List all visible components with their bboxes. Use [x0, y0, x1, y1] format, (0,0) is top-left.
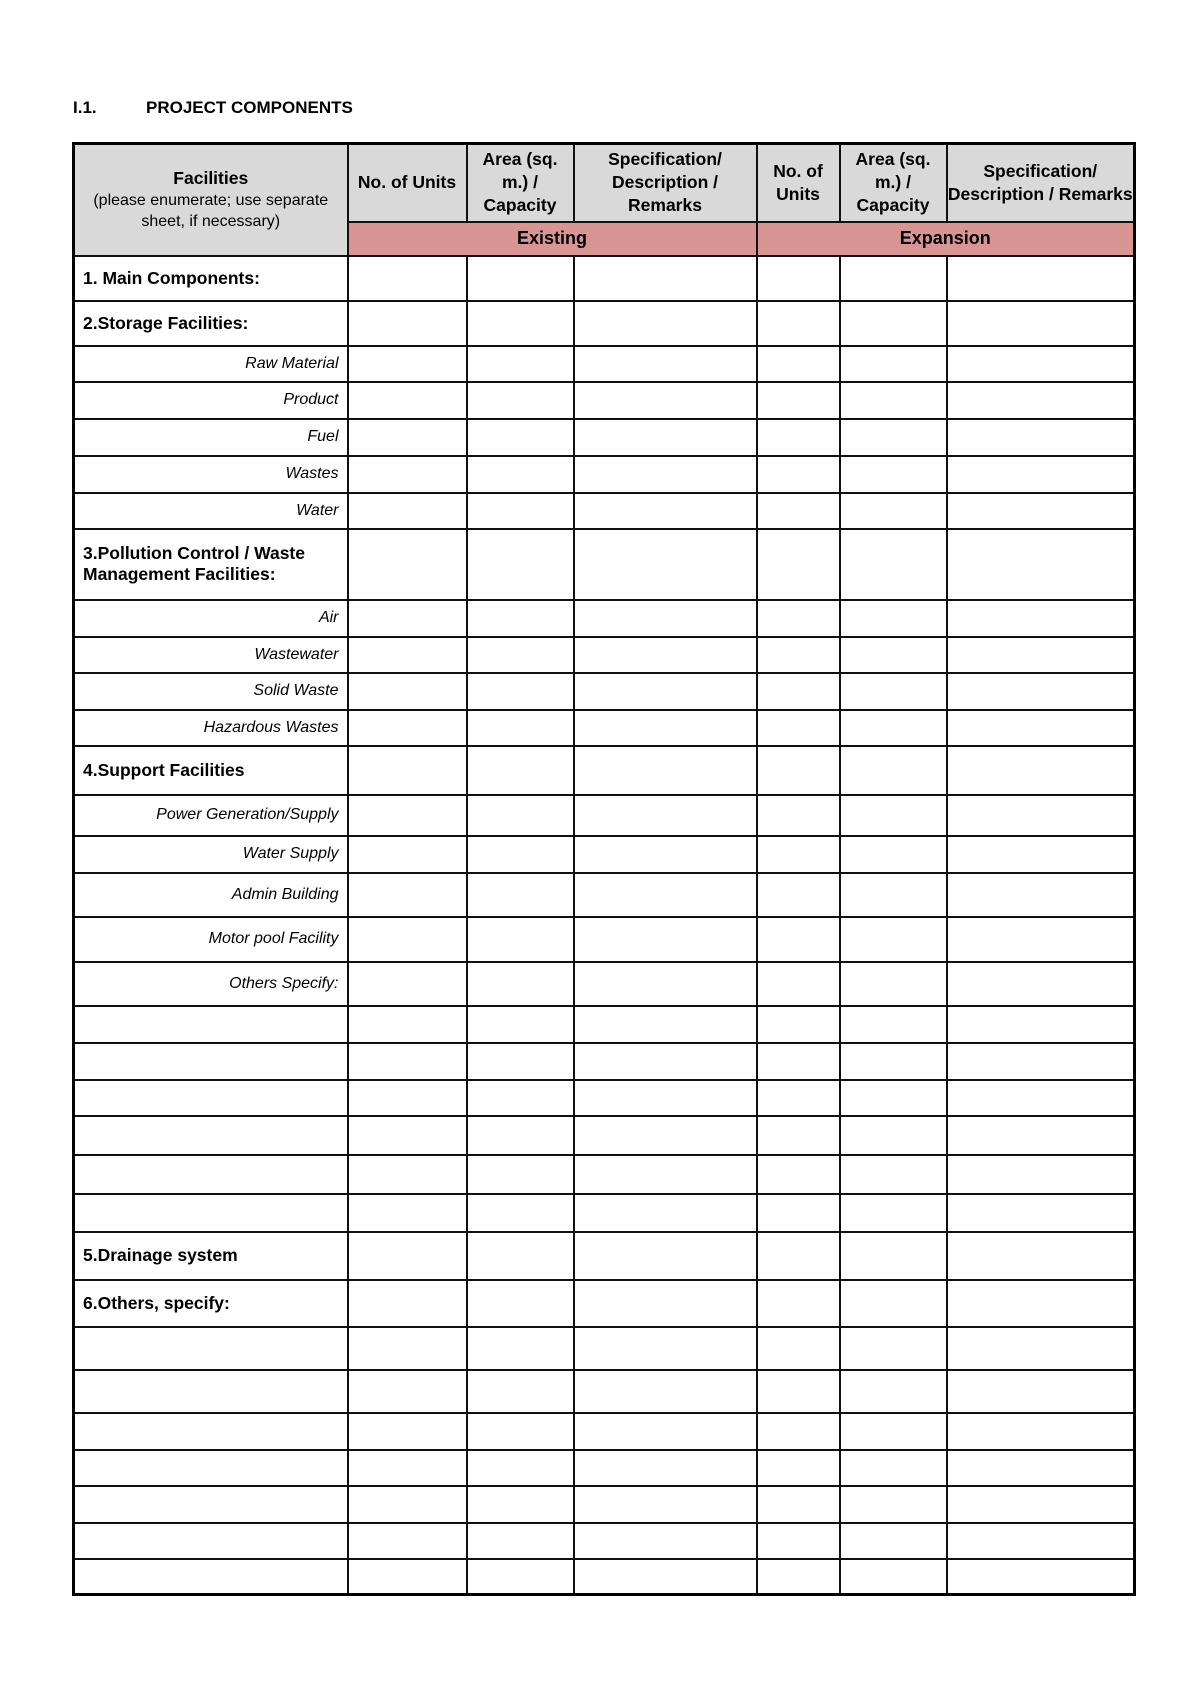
expansion-spec-cell[interactable] — [947, 301, 1135, 346]
existing-spec-cell[interactable] — [574, 673, 757, 710]
expansion-spec-cell[interactable] — [947, 529, 1135, 600]
existing-units-cell[interactable] — [348, 1370, 467, 1413]
existing-spec-cell[interactable] — [574, 382, 757, 419]
expansion-area-cell[interactable] — [840, 301, 947, 346]
expansion-units-cell[interactable] — [757, 1413, 840, 1450]
expansion-units-cell[interactable] — [757, 1194, 840, 1232]
expansion-units-cell[interactable] — [757, 1280, 840, 1327]
table-row — [74, 746, 1135, 795]
expansion-area-cell[interactable] — [840, 1155, 947, 1194]
expansion-spec-cell[interactable] — [947, 917, 1135, 962]
table-row — [74, 456, 1135, 493]
existing-units-cell[interactable] — [348, 1523, 467, 1559]
existing-units-cell[interactable] — [348, 836, 467, 873]
existing-spec-cell[interactable] — [574, 1450, 757, 1486]
expansion-units-cell[interactable] — [757, 1523, 840, 1559]
existing-spec-cell[interactable] — [574, 1559, 757, 1595]
table-row — [74, 1006, 1135, 1043]
expansion-area-cell[interactable] — [840, 529, 947, 600]
facility-label[interactable] — [74, 1194, 348, 1232]
existing-units-cell[interactable] — [348, 600, 467, 637]
facility-label: Product — [74, 382, 348, 419]
expansion-spec-cell[interactable] — [947, 1370, 1135, 1413]
existing-units-cell[interactable] — [348, 1232, 467, 1280]
existing-area-cell[interactable] — [467, 456, 574, 493]
facility-label: Power Generation/Supply — [74, 795, 348, 836]
facility-label: Wastewater — [74, 637, 348, 673]
table-row — [74, 873, 1135, 917]
existing-units-cell[interactable] — [348, 1280, 467, 1327]
existing-area-cell[interactable] — [467, 1413, 574, 1450]
table-row — [74, 962, 1135, 1006]
col-existing-spec: Specification/ Description / Remarks — [574, 144, 757, 222]
existing-spec-cell[interactable] — [574, 600, 757, 637]
expansion-spec-cell[interactable] — [947, 1232, 1135, 1280]
table-row — [74, 1413, 1135, 1450]
table-row — [74, 493, 1135, 529]
expansion-spec-cell[interactable] — [947, 1155, 1135, 1194]
col-expansion-units: No. of Units — [757, 144, 840, 222]
existing-units-cell[interactable] — [348, 1413, 467, 1450]
facility-label: 6.Others, specify: — [74, 1280, 348, 1327]
expansion-units-cell[interactable] — [757, 836, 840, 873]
facility-label: Wastes — [74, 456, 348, 493]
expansion-spec-cell[interactable] — [947, 382, 1135, 419]
existing-units-cell[interactable] — [348, 746, 467, 795]
expansion-units-cell[interactable] — [757, 962, 840, 1006]
existing-spec-cell[interactable] — [574, 962, 757, 1006]
expansion-area-cell[interactable] — [840, 1370, 947, 1413]
existing-units-cell[interactable] — [348, 1043, 467, 1080]
existing-spec-cell[interactable] — [574, 1413, 757, 1450]
facility-label[interactable] — [74, 1523, 348, 1559]
expansion-units-cell[interactable] — [757, 637, 840, 673]
existing-spec-cell[interactable] — [574, 456, 757, 493]
expansion-units-cell[interactable] — [757, 795, 840, 836]
facility-label[interactable] — [74, 1080, 348, 1116]
expansion-units-cell[interactable] — [757, 382, 840, 419]
facility-label[interactable] — [74, 1559, 348, 1595]
project-components-table — [72, 142, 1136, 1596]
expansion-spec-cell[interactable] — [947, 256, 1135, 301]
col-expansion-area: Area (sq. m.) / Capacity — [840, 144, 947, 222]
existing-units-cell[interactable] — [348, 529, 467, 600]
existing-area-cell[interactable] — [467, 1559, 574, 1595]
existing-area-cell[interactable] — [467, 1116, 574, 1155]
expansion-area-cell[interactable] — [840, 456, 947, 493]
existing-spec-cell[interactable] — [574, 1194, 757, 1232]
table-row — [74, 795, 1135, 836]
facilities-header — [74, 144, 348, 256]
table-row — [74, 637, 1135, 673]
existing-units-cell[interactable] — [348, 493, 467, 529]
existing-units-cell[interactable] — [348, 301, 467, 346]
expansion-units-cell[interactable] — [757, 456, 840, 493]
facility-label: Admin Building — [74, 873, 348, 917]
existing-area-cell[interactable] — [467, 1523, 574, 1559]
expansion-spec-cell[interactable] — [947, 873, 1135, 917]
expansion-area-cell[interactable] — [840, 836, 947, 873]
existing-spec-cell[interactable] — [574, 836, 757, 873]
facility-label[interactable] — [74, 1155, 348, 1194]
expansion-area-cell[interactable] — [840, 419, 947, 456]
facility-label: 4.Support Facilities — [74, 746, 348, 795]
expansion-units-cell[interactable] — [757, 1116, 840, 1155]
existing-area-cell[interactable] — [467, 1327, 574, 1370]
facility-label: Raw Material — [74, 346, 348, 382]
expansion-area-cell[interactable] — [840, 962, 947, 1006]
expansion-spec-cell[interactable] — [947, 456, 1135, 493]
expansion-units-cell[interactable] — [757, 493, 840, 529]
facility-label[interactable] — [74, 1006, 348, 1043]
expansion-units-cell[interactable] — [757, 1486, 840, 1523]
table-row — [74, 419, 1135, 456]
existing-area-cell[interactable] — [467, 419, 574, 456]
existing-area-cell[interactable] — [467, 673, 574, 710]
existing-units-cell[interactable] — [348, 1080, 467, 1116]
existing-spec-cell[interactable] — [574, 1523, 757, 1559]
existing-area-cell[interactable] — [467, 1043, 574, 1080]
existing-units-cell[interactable] — [348, 710, 467, 746]
expansion-spec-cell[interactable] — [947, 1450, 1135, 1486]
expansion-units-cell[interactable] — [757, 1006, 840, 1043]
expansion-units-cell[interactable] — [757, 746, 840, 795]
expansion-units-cell[interactable] — [757, 301, 840, 346]
expansion-units-cell[interactable] — [757, 1043, 840, 1080]
expansion-area-cell[interactable] — [840, 1080, 947, 1116]
existing-spec-cell[interactable] — [574, 1327, 757, 1370]
existing-spec-cell[interactable] — [574, 529, 757, 600]
expansion-spec-cell[interactable] — [947, 746, 1135, 795]
expansion-units-cell[interactable] — [757, 1370, 840, 1413]
expansion-area-cell[interactable] — [840, 673, 947, 710]
existing-area-cell[interactable] — [467, 529, 574, 600]
table-row — [74, 1486, 1135, 1523]
existing-area-cell[interactable] — [467, 346, 574, 382]
facility-label: 3.Pollution Control / Waste Management Facilities: — [74, 529, 348, 600]
expansion-spec-cell[interactable] — [947, 1080, 1135, 1116]
expansion-area-cell[interactable] — [840, 1232, 947, 1280]
expansion-units-cell[interactable] — [757, 1327, 840, 1370]
existing-spec-cell[interactable] — [574, 1486, 757, 1523]
existing-units-cell[interactable] — [348, 1327, 467, 1370]
existing-spec-cell[interactable] — [574, 1043, 757, 1080]
facilities-label: Facilities — [173, 168, 249, 189]
expansion-area-cell[interactable] — [840, 600, 947, 637]
expansion-area-cell[interactable] — [840, 873, 947, 917]
existing-units-cell[interactable] — [348, 795, 467, 836]
existing-units-cell[interactable] — [348, 346, 467, 382]
existing-units-cell[interactable] — [348, 962, 467, 1006]
existing-units-cell[interactable] — [348, 1559, 467, 1595]
expansion-units-cell[interactable] — [757, 710, 840, 746]
expansion-area-cell[interactable] — [840, 710, 947, 746]
existing-units-cell[interactable] — [348, 1155, 467, 1194]
existing-area-cell[interactable] — [467, 1080, 574, 1116]
table-row — [74, 301, 1135, 346]
expansion-area-cell[interactable] — [840, 1194, 947, 1232]
expansion-area-cell[interactable] — [840, 1450, 947, 1486]
expansion-spec-cell[interactable] — [947, 1523, 1135, 1559]
expansion-spec-cell[interactable] — [947, 346, 1135, 382]
expansion-units-cell[interactable] — [757, 529, 840, 600]
table-row — [74, 1280, 1135, 1327]
existing-area-cell[interactable] — [467, 873, 574, 917]
expansion-units-cell[interactable] — [757, 419, 840, 456]
existing-units-cell[interactable] — [348, 256, 467, 301]
facility-label: 1. Main Components: — [74, 256, 348, 301]
col-existing-units: No. of Units — [348, 144, 467, 222]
expansion-area-cell[interactable] — [840, 1043, 947, 1080]
expansion-units-cell[interactable] — [757, 1080, 840, 1116]
table-row — [74, 1327, 1135, 1370]
existing-units-cell[interactable] — [348, 1194, 467, 1232]
expansion-area-cell[interactable] — [840, 382, 947, 419]
col-existing-area: Area (sq. m.) / Capacity — [467, 144, 574, 222]
expansion-spec-cell[interactable] — [947, 600, 1135, 637]
expansion-spec-cell[interactable] — [947, 637, 1135, 673]
table-row — [74, 1370, 1135, 1413]
expansion-units-cell[interactable] — [757, 873, 840, 917]
expansion-area-cell[interactable] — [840, 493, 947, 529]
facility-label: 5.Drainage system — [74, 1232, 348, 1280]
table-row — [74, 1194, 1135, 1232]
existing-area-cell[interactable] — [467, 795, 574, 836]
facility-label: Fuel — [74, 419, 348, 456]
expansion-spec-cell[interactable] — [947, 710, 1135, 746]
existing-units-cell[interactable] — [348, 1006, 467, 1043]
existing-units-cell[interactable] — [348, 1450, 467, 1486]
facility-label[interactable] — [74, 1327, 348, 1370]
existing-spec-cell[interactable] — [574, 1006, 757, 1043]
expansion-area-cell[interactable] — [840, 1006, 947, 1043]
existing-spec-cell[interactable] — [574, 710, 757, 746]
existing-units-cell[interactable] — [348, 1116, 467, 1155]
facility-label[interactable] — [74, 1413, 348, 1450]
expansion-area-cell[interactable] — [840, 1486, 947, 1523]
facility-label: Hazardous Wastes — [74, 710, 348, 746]
existing-area-cell[interactable] — [467, 1232, 574, 1280]
existing-area-cell[interactable] — [467, 1006, 574, 1043]
table-row — [74, 710, 1135, 746]
existing-area-cell[interactable] — [467, 962, 574, 1006]
expansion-area-cell[interactable] — [840, 1280, 947, 1327]
facility-label: Motor pool Facility — [74, 917, 348, 962]
expansion-units-cell[interactable] — [757, 917, 840, 962]
existing-spec-cell[interactable] — [574, 1080, 757, 1116]
expansion-units-cell[interactable] — [757, 600, 840, 637]
table-row — [74, 529, 1135, 600]
existing-units-cell[interactable] — [348, 419, 467, 456]
existing-area-cell[interactable] — [467, 256, 574, 301]
existing-units-cell[interactable] — [348, 637, 467, 673]
expansion-units-cell[interactable] — [757, 673, 840, 710]
existing-spec-cell[interactable] — [574, 346, 757, 382]
existing-spec-cell[interactable] — [574, 746, 757, 795]
existing-area-cell[interactable] — [467, 1486, 574, 1523]
expansion-spec-cell[interactable] — [947, 1327, 1135, 1370]
existing-spec-cell[interactable] — [574, 1232, 757, 1280]
table-row — [74, 1080, 1135, 1116]
facility-label: Others Specify: — [74, 962, 348, 1006]
existing-area-cell[interactable] — [467, 710, 574, 746]
expansion-spec-cell[interactable] — [947, 1006, 1135, 1043]
expansion-units-cell[interactable] — [757, 256, 840, 301]
existing-area-cell[interactable] — [467, 746, 574, 795]
section-number: I.1. — [73, 98, 97, 117]
existing-spec-cell[interactable] — [574, 1370, 757, 1413]
expansion-area-cell[interactable] — [840, 1116, 947, 1155]
expansion-area-cell[interactable] — [840, 1523, 947, 1559]
expansion-spec-cell[interactable] — [947, 1280, 1135, 1327]
table-row — [74, 836, 1135, 873]
table-row — [74, 346, 1135, 382]
existing-units-cell[interactable] — [348, 1486, 467, 1523]
table-row — [74, 1450, 1135, 1486]
facility-label: Solid Waste — [74, 673, 348, 710]
table-row — [74, 1559, 1135, 1595]
group-existing: Existing — [348, 222, 757, 256]
expansion-spec-cell[interactable] — [947, 1194, 1135, 1232]
existing-units-cell[interactable] — [348, 382, 467, 419]
expansion-units-cell[interactable] — [757, 1232, 840, 1280]
expansion-area-cell[interactable] — [840, 746, 947, 795]
existing-spec-cell[interactable] — [574, 301, 757, 346]
existing-area-cell[interactable] — [467, 917, 574, 962]
table-row — [74, 1116, 1135, 1155]
existing-spec-cell[interactable] — [574, 1280, 757, 1327]
expansion-area-cell[interactable] — [840, 1559, 947, 1595]
expansion-area-cell[interactable] — [840, 1327, 947, 1370]
section-heading: PROJECT COMPONENTS — [146, 98, 353, 117]
expansion-spec-cell[interactable] — [947, 962, 1135, 1006]
existing-area-cell[interactable] — [467, 493, 574, 529]
expansion-area-cell[interactable] — [840, 1413, 947, 1450]
col-expansion-spec: Specification/ Description / Remarks — [947, 144, 1135, 222]
table-row — [74, 1523, 1135, 1559]
existing-area-cell[interactable] — [467, 1155, 574, 1194]
expansion-spec-cell[interactable] — [947, 836, 1135, 873]
existing-spec-cell[interactable] — [574, 917, 757, 962]
expansion-spec-cell[interactable] — [947, 1486, 1135, 1523]
expansion-spec-cell[interactable] — [947, 1559, 1135, 1595]
table-row — [74, 1155, 1135, 1194]
facility-label[interactable] — [74, 1450, 348, 1486]
existing-spec-cell[interactable] — [574, 1155, 757, 1194]
existing-spec-cell[interactable] — [574, 493, 757, 529]
existing-area-cell[interactable] — [467, 1280, 574, 1327]
expansion-spec-cell[interactable] — [947, 493, 1135, 529]
facility-label[interactable] — [74, 1370, 348, 1413]
facilities-note: (please enumerate; use separate sheet, if necessary) — [93, 192, 329, 231]
existing-spec-cell[interactable] — [574, 795, 757, 836]
existing-spec-cell[interactable] — [574, 637, 757, 673]
existing-area-cell[interactable] — [467, 836, 574, 873]
expansion-area-cell[interactable] — [840, 795, 947, 836]
existing-units-cell[interactable] — [348, 673, 467, 710]
existing-units-cell[interactable] — [348, 917, 467, 962]
existing-units-cell[interactable] — [348, 873, 467, 917]
expansion-area-cell[interactable] — [840, 256, 947, 301]
expansion-area-cell[interactable] — [840, 346, 947, 382]
expansion-spec-cell[interactable] — [947, 419, 1135, 456]
facility-label: Water Supply — [74, 836, 348, 873]
table-row — [74, 673, 1135, 710]
expansion-spec-cell[interactable] — [947, 1413, 1135, 1450]
facility-label: Water — [74, 493, 348, 529]
existing-spec-cell[interactable] — [574, 256, 757, 301]
existing-area-cell[interactable] — [467, 1450, 574, 1486]
expansion-spec-cell[interactable] — [947, 1043, 1135, 1080]
group-expansion: Expansion — [757, 222, 1135, 256]
expansion-area-cell[interactable] — [840, 917, 947, 962]
existing-area-cell[interactable] — [467, 1370, 574, 1413]
facility-label[interactable] — [74, 1043, 348, 1080]
table-row — [74, 1232, 1135, 1280]
table-row — [74, 382, 1135, 419]
expansion-spec-cell[interactable] — [947, 1116, 1135, 1155]
expansion-spec-cell[interactable] — [947, 673, 1135, 710]
table-row — [74, 600, 1135, 637]
existing-area-cell[interactable] — [467, 301, 574, 346]
section-title — [73, 98, 353, 118]
table-row — [74, 1043, 1135, 1080]
expansion-units-cell[interactable] — [757, 1559, 840, 1595]
existing-spec-cell[interactable] — [574, 873, 757, 917]
existing-area-cell[interactable] — [467, 1194, 574, 1232]
expansion-units-cell[interactable] — [757, 1155, 840, 1194]
expansion-units-cell[interactable] — [757, 346, 840, 382]
expansion-units-cell[interactable] — [757, 1450, 840, 1486]
expansion-area-cell[interactable] — [840, 637, 947, 673]
table-row — [74, 917, 1135, 962]
existing-spec-cell[interactable] — [574, 419, 757, 456]
existing-area-cell[interactable] — [467, 637, 574, 673]
facility-label: 2.Storage Facilities: — [74, 301, 348, 346]
facility-label: Air — [74, 600, 348, 637]
facility-label[interactable] — [74, 1116, 348, 1155]
expansion-spec-cell[interactable] — [947, 795, 1135, 836]
existing-units-cell[interactable] — [348, 456, 467, 493]
existing-spec-cell[interactable] — [574, 1116, 757, 1155]
facility-label[interactable] — [74, 1486, 348, 1523]
table-row — [74, 256, 1135, 301]
existing-area-cell[interactable] — [467, 382, 574, 419]
existing-area-cell[interactable] — [467, 600, 574, 637]
